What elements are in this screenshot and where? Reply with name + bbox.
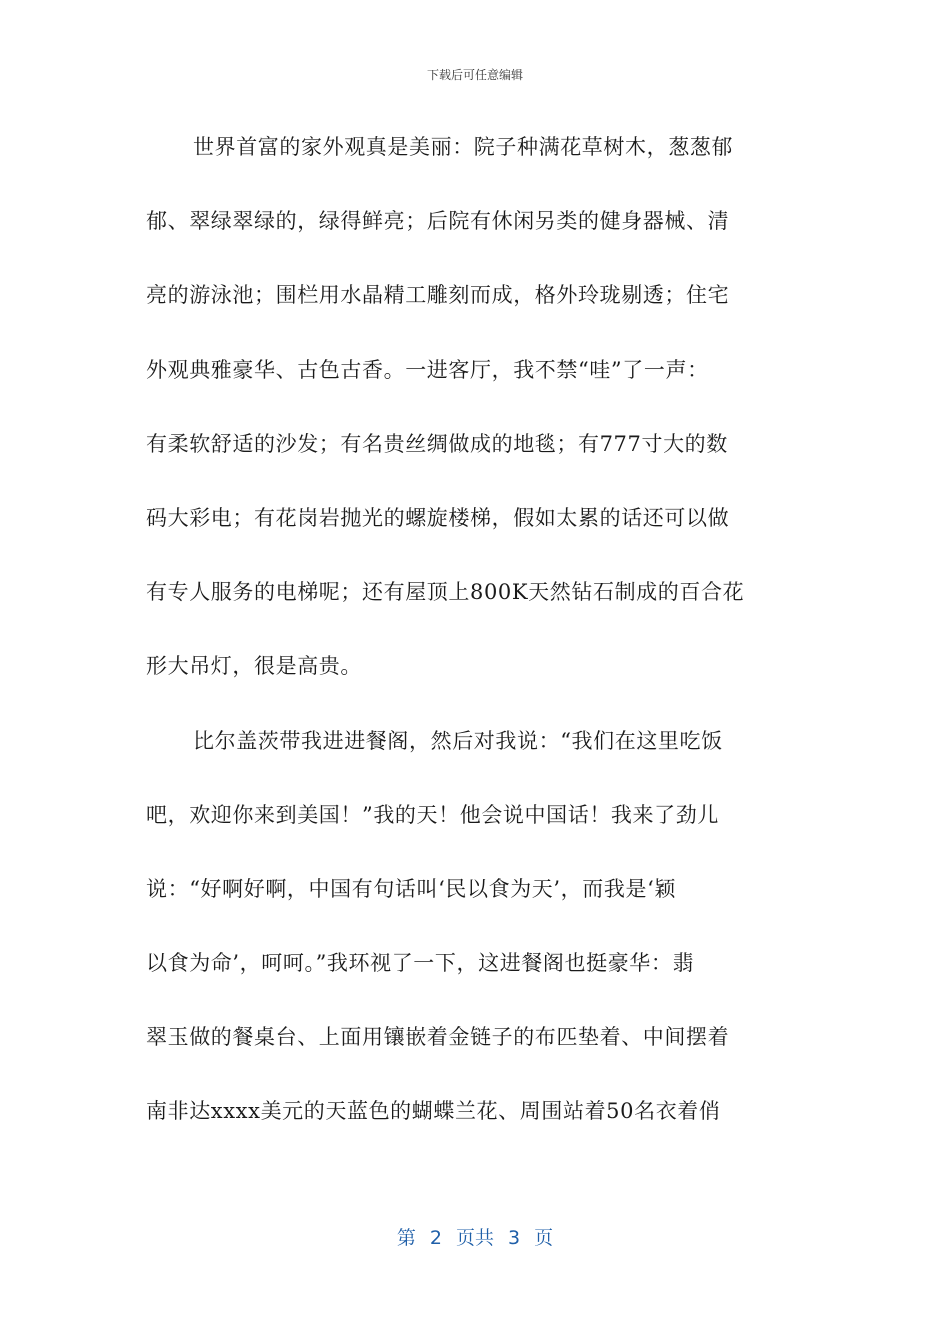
text-line: 说：“好啊好啊，中国有句话叫‘民以食为天’，而我是‘颖 [146,876,676,901]
page-number-footer: 第 2 页共 3 页 [396,1227,554,1249]
document-body [146,110,806,1149]
text-line: 翠玉做的餐桌台、上面用镶嵌着金链子的布匹垫着、中间摆着 [146,1025,730,1050]
text-line: 以食为命’，呵呵。”我环视了一下，这进餐阁也挺豪华：翡 [146,951,695,976]
text-line: 亮的游泳池；围栏用水晶精工雕刻而成，格外玲珑剔透；住宅 [146,283,730,308]
text-line: 有专人服务的电梯呢；还有屋顶上800K天然钻石制成的百合花 [146,580,745,605]
text-line: 外观典雅豪华、古色古香。一进客厅，我不禁“哇”了一声： [146,357,709,382]
text-line: 码大彩电；有花岗岩抛光的螺旋楼梯，假如太累的话还可以做 [146,505,730,530]
text-line: 有柔软舒适的沙发；有名贵丝绸做成的地毯；有777寸大的数 [146,431,728,456]
text-line: 形大吊灯，很是高贵。 [146,654,362,679]
page-header: 下载后可任意编辑 [426,68,523,82]
text-line: 南非达xxxx美元的天蓝色的蝴蝶兰花、周围站着50名衣着俏 [146,1099,721,1124]
text-line: 吧，欢迎你来到美国！”我的天！他会说中国话！我来了劲儿 [146,802,719,827]
text-line: 郁、翠绿翠绿的，绿得鲜亮；后院有休闲另类的健身器械、清 [146,209,730,234]
text-line: 比尔盖茨带我进进餐阁，然后对我说：“我们在这里吃饭 [193,728,723,753]
text-line: 世界首富的家外观真是美丽：院子种满花草树木，葱葱郁 [193,135,733,159]
